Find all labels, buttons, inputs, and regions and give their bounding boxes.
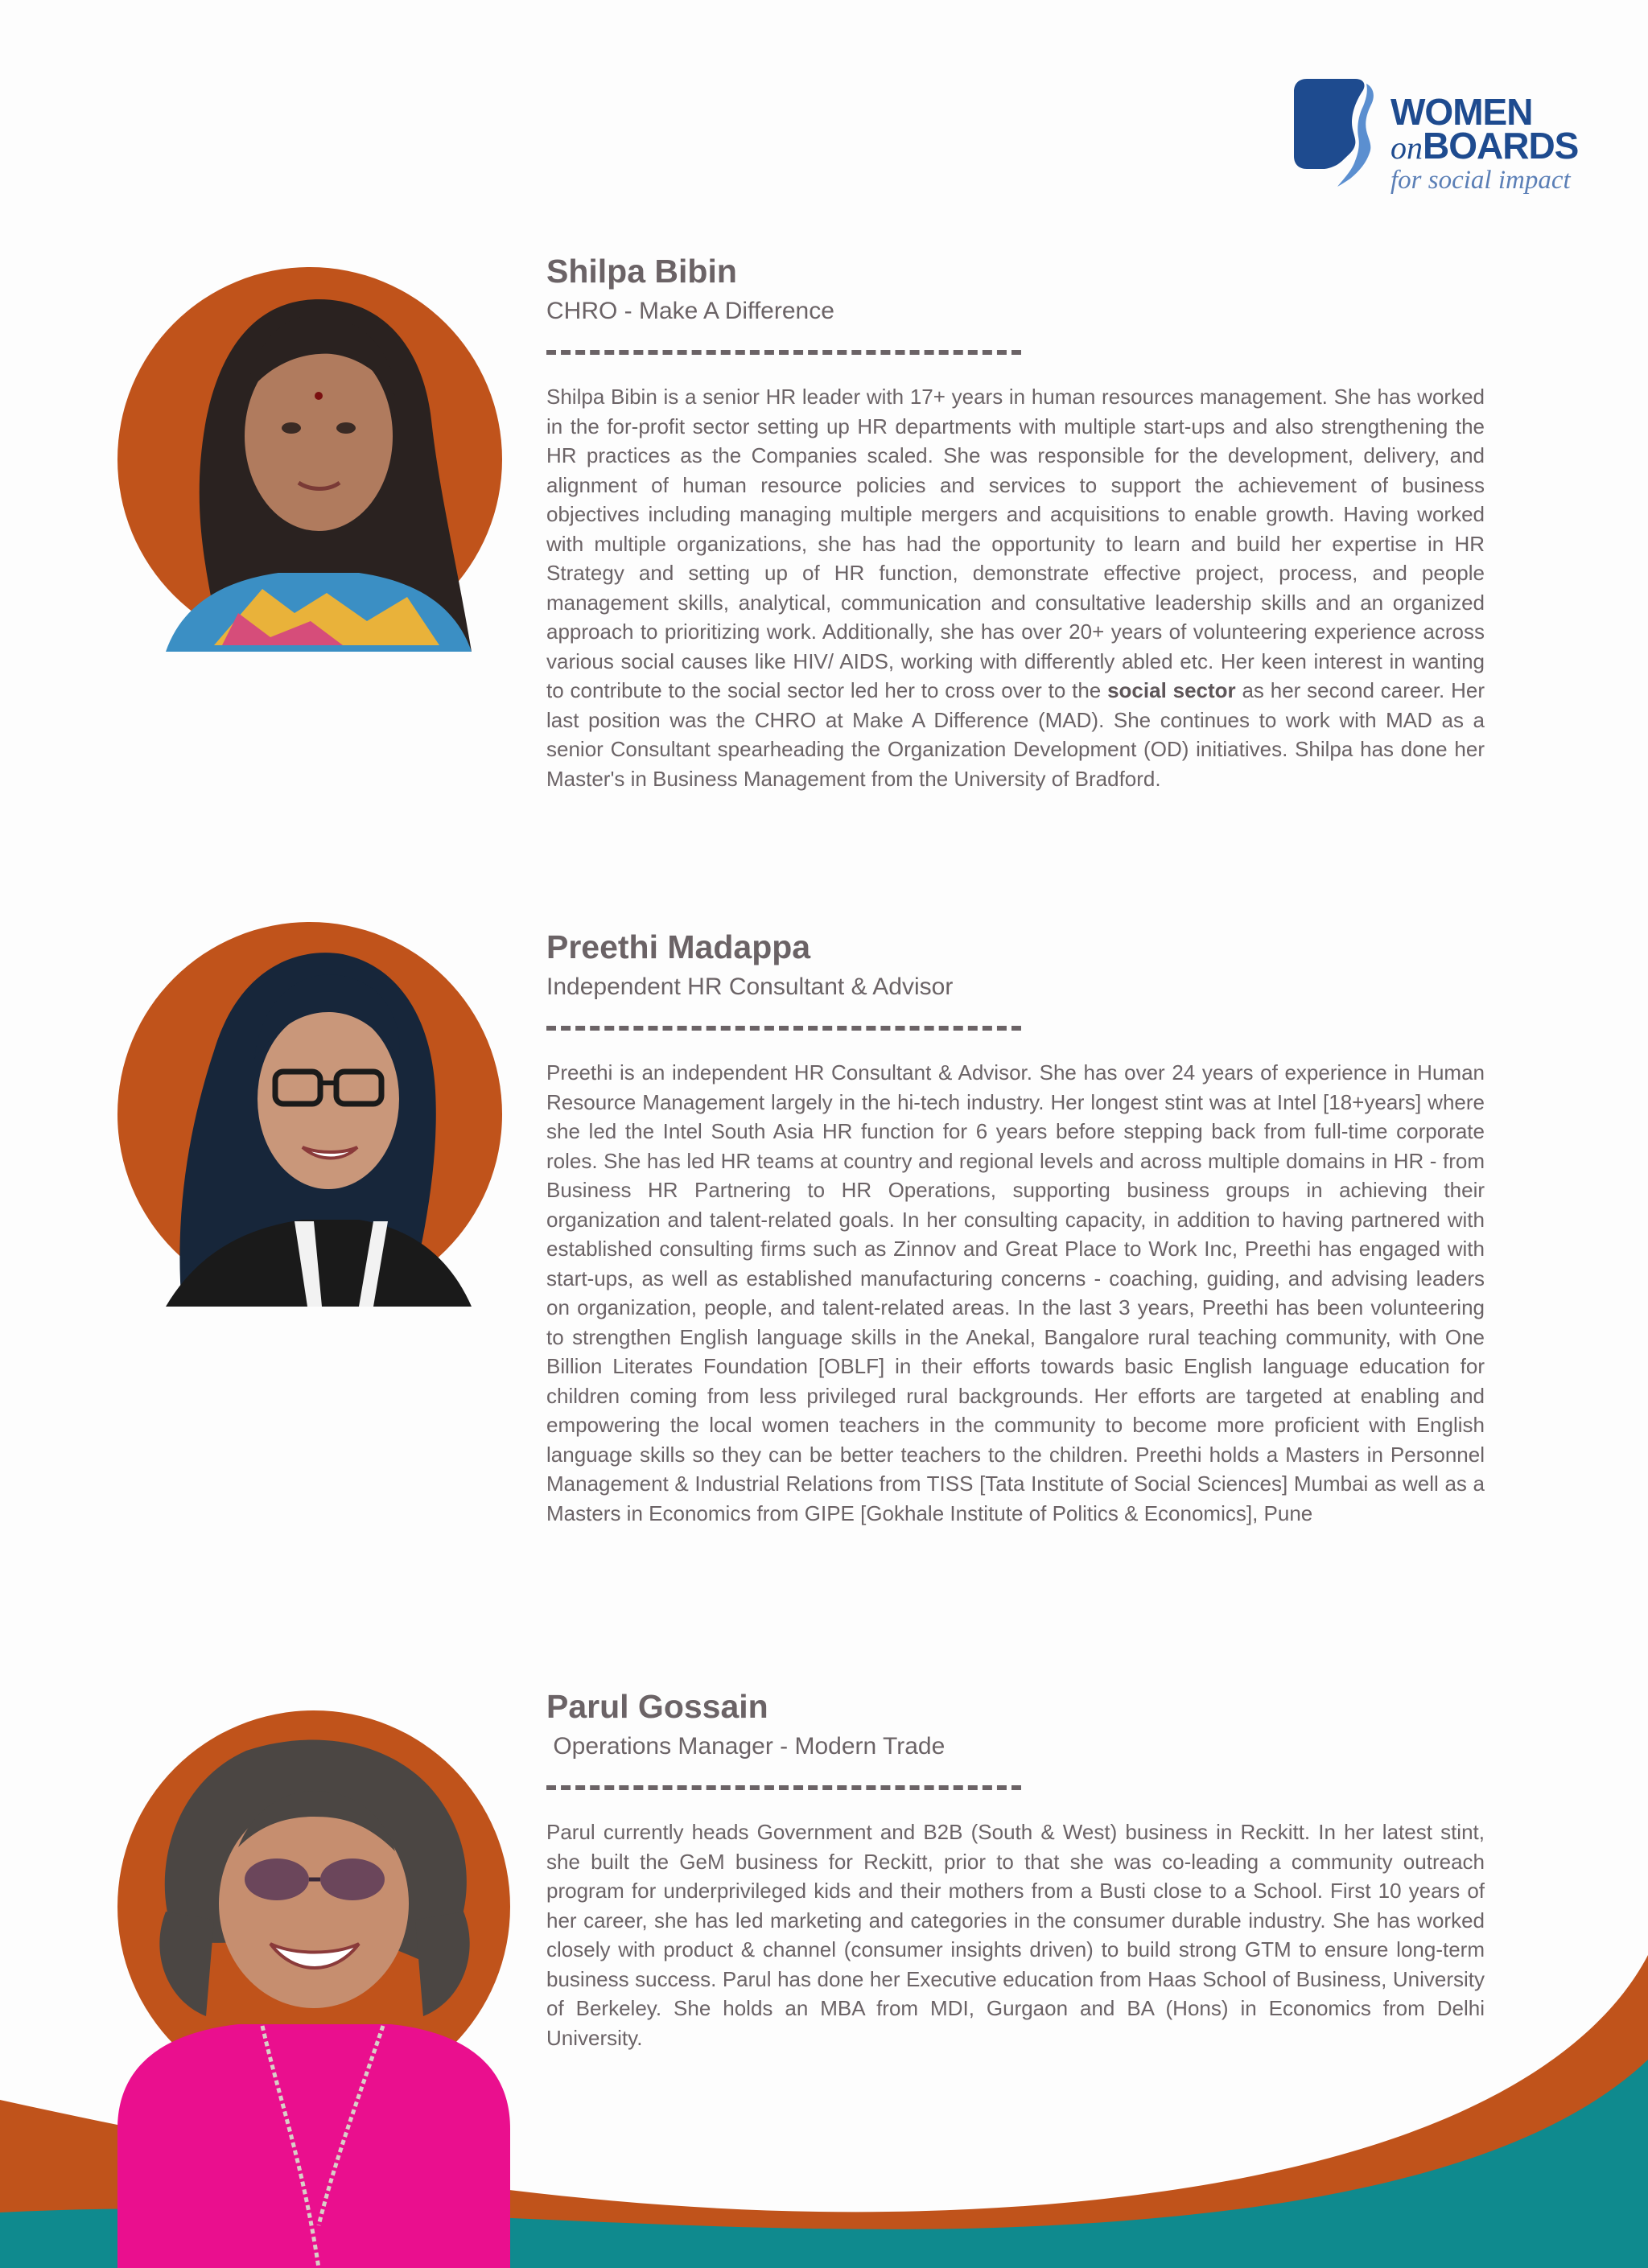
logo-boards-text: BOARDS — [1423, 125, 1579, 167]
profile-bio — [546, 382, 1485, 793]
portrait-illustration — [117, 922, 502, 1307]
profile-bio: Parul currently heads Government and B2B (South & West) business in Reckitt. In her latest stint, she built the GeM business for Reckitt, prior to that she was co-leading a community outreach program for underprivileged kids and their mothers from a Busti close to a School. First 10 years of her career, she has led marketing and categories in the consumer durable industry. She has worked closely with product & channel (consumer insights driven) to build strong GTM to ensure long-term business success. Parul has done her Executive education from Haas School of Business, University of Berkeley. She holds an MBA from MDI, Gurgaon and BA (Hons) in Economics from Delhi University. — [546, 1820, 1485, 2050]
dashed-divider — [546, 350, 1021, 355]
bio-text-continued: as her second career. Her last position was the CHRO at Make A Difference (MAD). She continues to work with MAD as a senior Consultant spearheading the Organization Development (OD) initiatives. Shilpa has done her Master's in Business Management from the University of Bradford. — [546, 678, 1485, 791]
profile-photo — [117, 1710, 510, 2268]
logo-wordmark — [1390, 93, 1578, 194]
profile-info — [546, 253, 1485, 793]
portrait-illustration — [117, 267, 502, 652]
logo-on-text: on — [1390, 130, 1423, 166]
bio-bold-text: social sector — [1107, 678, 1236, 703]
profile-role: CHRO - Make A Difference — [546, 298, 834, 325]
profile-info — [546, 928, 1485, 1528]
woman-profile-logo-icon — [1292, 76, 1381, 188]
profile-info — [546, 1688, 1485, 2052]
women-on-boards-logo — [1288, 72, 1585, 193]
logo-women-text: WOMEN — [1390, 91, 1533, 133]
portrait-illustration — [117, 1710, 510, 2268]
bio-text: Shilpa Bibin is a senior HR leader with 17+ years in human resources management. She has worked in the for-profit sector setting up HR departments with multiple start-ups and also strengthening the HR practices as the Companies scaled. She was responsible for the development, delivery, and alignment of human resource policies and services to support the achievement of business objectives including managing multiple mergers and acquisitions to enable growth. Having worked with multiple organizations, she has had the opportunity to learn and build her expertise in HR Strategy and setting up of HR function, demonstrate effective project, process, and people management skills, analytical, communication and consultative leadership skills and an organized approach to prioritizing work. Additionally, she has over 20+ years of volunteering experience across various social causes like HIV/ AIDS, working with differently abled etc. Her keen interest in wanting to contribute to the social sector led her to cross over to the — [546, 385, 1485, 703]
profile-name: Parul Gossain — [546, 1688, 768, 1725]
logo-line2 — [1390, 125, 1579, 167]
dashed-divider — [546, 1026, 1021, 1031]
dashed-divider — [546, 1785, 1021, 1790]
profile-role: Operations Manager - Modern Trade — [546, 1733, 946, 1760]
logo-tagline: for social impact — [1390, 166, 1571, 195]
profile-photo — [117, 267, 502, 652]
profile-name: Shilpa Bibin — [546, 253, 737, 290]
profile-name: Preethi Madappa — [546, 928, 811, 965]
profile-bio: Preethi is an independent HR Consultant & Advisor. She has over 24 years of experience in Human Resource Management largely in the hi-tech industry. Her longest stint was at Intel [18+years] where she led the Intel South Asia HR function for 6 years before stepping back from full-time corporate roles. She has led HR teams at country and regional levels and across multiple domains in HR - from Business HR Partnering to HR Operations, supporting business groups in achieving their organization and talent-related goals. In her consulting capacity, in addition to having partnered with established consulting firms such as Zinnov and Great Place to Work Inc, Preethi has engaged with start-ups, as well as established manufacturing concerns - coaching, guiding, and advising leaders on organization, people, and talent-related areas. In the last 3 years, Preethi has been volunteering to strengthen English language skills in the Anekal, Bangalore rural teaching community, with One Billion Literates Foundation [OBLF] in their efforts towards basic English language education for children coming from less privileged rural backgrounds. Her efforts are targeted at enabling and empowering the local women teachers in the community to become more proficient with English language skills so they can be better teachers to the children. Preethi holds a Masters in Personnel Management & Industrial Relations from TISS [Tata Institute of Social Sciences] Mumbai as well as a Masters in Economics from GIPE [Gokhale Institute of Politics & Economics], Pune — [546, 1060, 1485, 1525]
profile-photo — [117, 922, 502, 1307]
profile-role: Independent HR Consultant & Advisor — [546, 973, 954, 1001]
